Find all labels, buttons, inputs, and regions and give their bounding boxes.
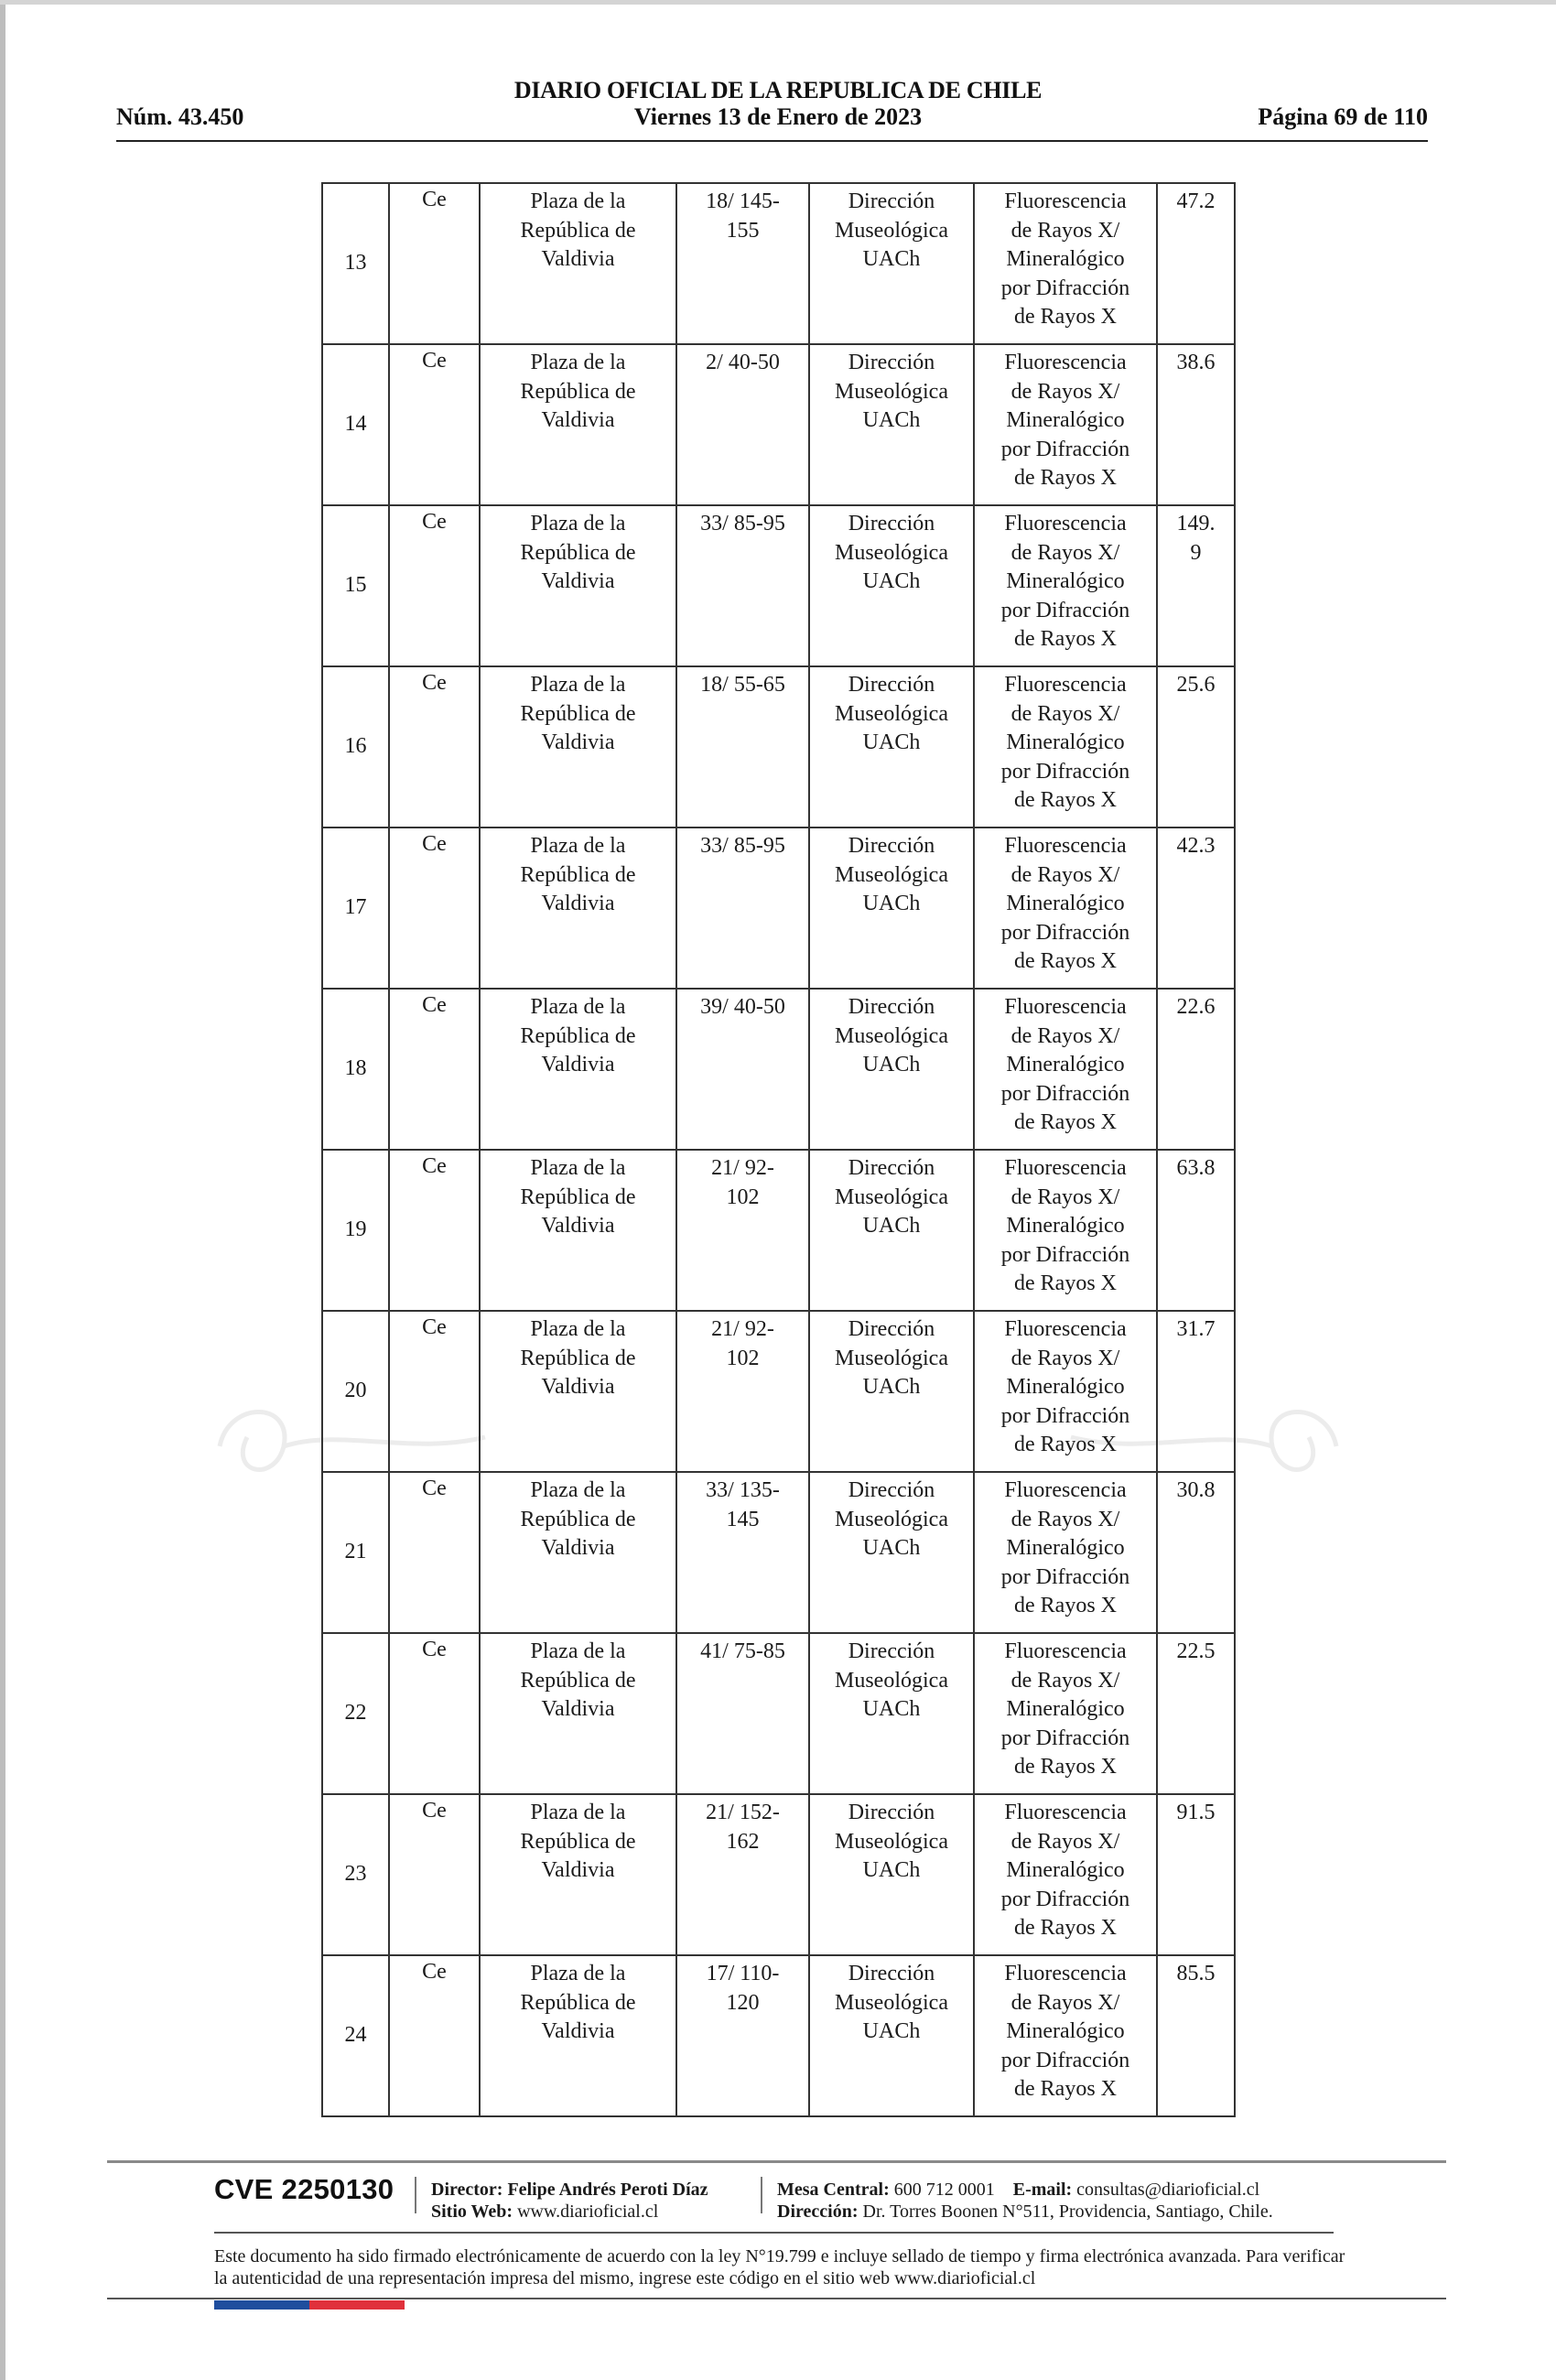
reference-cell: 18/ 145- 155 [677, 184, 810, 345]
table-row [323, 1151, 1236, 1312]
director-label: Director: [431, 2180, 503, 2200]
place-cell: Plaza de la República de Valdivia [481, 1956, 677, 2117]
analysis-cell: Fluorescencia de Rayos X/ Mineralógico por Difracción de Rayos X [975, 828, 1158, 990]
analysis-cell: Fluorescencia de Rayos X/ Mineralógico por Difracción de Rayos X [975, 1473, 1158, 1634]
reference-cell: 18/ 55-65 [677, 667, 810, 828]
code-cell: Ce [390, 184, 481, 345]
mesa-value: 600 712 0001 [893, 2180, 995, 2200]
row-number: 17 [323, 828, 390, 990]
analysis-cell: Fluorescencia de Rayos X/ Mineralógico por Difracción de Rayos X [975, 1795, 1158, 1956]
holder-cell: Dirección Museológica UACh [810, 1151, 975, 1312]
publication-title: DIARIO OFICIAL DE LA REPUBLICA DE CHILE [513, 77, 1043, 103]
place-cell: Plaza de la República de Valdivia [481, 184, 677, 345]
issue-date: Viernes 13 de Enero de 2023 [633, 103, 923, 130]
row-number: 19 [323, 1151, 390, 1312]
reference-cell: 17/ 110- 120 [677, 1956, 810, 2117]
reference-cell: 2/ 40-50 [677, 345, 810, 506]
reference-cell: 21/ 92- 102 [677, 1312, 810, 1473]
table-row [323, 506, 1236, 667]
code-cell: Ce [390, 828, 481, 990]
website-link[interactable]: www.diarioficial.cl [517, 2202, 659, 2222]
value-cell: 31.7 [1158, 1312, 1236, 1473]
place-cell: Plaza de la República de Valdivia [481, 1473, 677, 1634]
holder-cell: Dirección Museológica UACh [810, 1795, 975, 1956]
code-cell: Ce [390, 506, 481, 667]
analysis-cell: Fluorescencia de Rayos X/ Mineralógico por Difracción de Rayos X [975, 506, 1158, 667]
table-row [323, 667, 1236, 828]
value-cell: 38.6 [1158, 345, 1236, 506]
value-cell: 85.5 [1158, 1956, 1236, 2117]
footer-contact-block [777, 2179, 1273, 2223]
analysis-cell: Fluorescencia de Rayos X/ Mineralógico por Difracción de Rayos X [975, 345, 1158, 506]
holder-cell: Dirección Museológica UACh [810, 1473, 975, 1634]
code-cell: Ce [390, 1795, 481, 1956]
reference-cell: 33/ 85-95 [677, 506, 810, 667]
code-cell: Ce [390, 345, 481, 506]
analysis-cell: Fluorescencia de Rayos X/ Mineralógico por Difracción de Rayos X [975, 184, 1158, 345]
place-cell: Plaza de la República de Valdivia [481, 1312, 677, 1473]
analysis-cell: Fluorescencia de Rayos X/ Mineralógico por Difracción de Rayos X [975, 990, 1158, 1151]
table-row [323, 990, 1236, 1151]
code-cell: Ce [390, 1634, 481, 1795]
table-row [323, 1634, 1236, 1795]
place-cell: Plaza de la República de Valdivia [481, 667, 677, 828]
reference-cell: 33/ 85-95 [677, 828, 810, 990]
reference-cell: 39/ 40-50 [677, 990, 810, 1151]
code-cell: Ce [390, 1312, 481, 1473]
holder-cell: Dirección Museológica UACh [810, 828, 975, 990]
email-link[interactable]: consultas@diarioficial.cl [1076, 2180, 1260, 2200]
reference-cell: 33/ 135- 145 [677, 1473, 810, 1634]
reference-cell: 21/ 92- 102 [677, 1151, 810, 1312]
page-frame-left [0, 0, 5, 2380]
row-number: 13 [323, 184, 390, 345]
row-number: 18 [323, 990, 390, 1151]
footer-separator [761, 2177, 762, 2213]
footer-rule-bottom [107, 2298, 1446, 2299]
code-cell: Ce [390, 1151, 481, 1312]
reference-cell: 21/ 152- 162 [677, 1795, 810, 1956]
value-cell: 91.5 [1158, 1795, 1236, 1956]
place-cell: Plaza de la República de Valdivia [481, 828, 677, 990]
page-indicator: Página 69 de 110 [1258, 103, 1428, 130]
row-number: 20 [323, 1312, 390, 1473]
holder-cell: Dirección Museológica UACh [810, 667, 975, 828]
table-row [323, 1312, 1236, 1473]
place-cell: Plaza de la República de Valdivia [481, 1795, 677, 1956]
analysis-cell: Fluorescencia de Rayos X/ Mineralógico por Difracción de Rayos X [975, 1956, 1158, 2117]
holder-cell: Dirección Museológica UACh [810, 506, 975, 667]
place-cell: Plaza de la República de Valdivia [481, 1634, 677, 1795]
footer-separator [415, 2177, 416, 2213]
director-value: Felipe Andrés Peroti Díaz [507, 2180, 708, 2200]
place-cell: Plaza de la República de Valdivia [481, 506, 677, 667]
holder-cell: Dirección Museológica UACh [810, 184, 975, 345]
value-cell: 63.8 [1158, 1151, 1236, 1312]
row-number: 14 [323, 345, 390, 506]
place-cell: Plaza de la República de Valdivia [481, 990, 677, 1151]
place-cell: Plaza de la República de Valdivia [481, 1151, 677, 1312]
holder-cell: Dirección Museológica UACh [810, 345, 975, 506]
row-number: 21 [323, 1473, 390, 1634]
value-cell: 25.6 [1158, 667, 1236, 828]
row-number: 22 [323, 1634, 390, 1795]
email-label: E-mail: [1012, 2180, 1073, 2200]
value-cell: 30.8 [1158, 1473, 1236, 1634]
value-cell: 42.3 [1158, 828, 1236, 990]
code-cell: Ce [390, 990, 481, 1151]
flag-stripe-red [309, 2300, 405, 2310]
holder-cell: Dirección Museológica UACh [810, 1956, 975, 2117]
analysis-cell: Fluorescencia de Rayos X/ Mineralógico por Difracción de Rayos X [975, 667, 1158, 828]
row-number: 23 [323, 1795, 390, 1956]
flag-stripe-blue [214, 2300, 309, 2310]
code-cell: Ce [390, 667, 481, 828]
header-rule [116, 140, 1428, 142]
reference-cell: 41/ 75-85 [677, 1634, 810, 1795]
code-cell: Ce [390, 1956, 481, 2117]
holder-cell: Dirección Museológica UACh [810, 1312, 975, 1473]
value-cell: 22.5 [1158, 1634, 1236, 1795]
website-label: Sitio Web: [431, 2202, 513, 2222]
row-number: 16 [323, 667, 390, 828]
footer-rule-top [107, 2160, 1446, 2163]
page-frame-top [0, 0, 1556, 5]
analysis-cell: Fluorescencia de Rayos X/ Mineralógico por Difracción de Rayos X [975, 1634, 1158, 1795]
issue-number: Núm. 43.450 [116, 103, 244, 130]
analysis-cell: Fluorescencia de Rayos X/ Mineralógico por Difracción de Rayos X [975, 1312, 1158, 1473]
footer-rule-middle [214, 2232, 1334, 2234]
footer-director-block [431, 2179, 708, 2223]
data-table [321, 182, 1236, 2117]
holder-cell: Dirección Museológica UACh [810, 990, 975, 1151]
place-cell: Plaza de la República de Valdivia [481, 345, 677, 506]
code-cell: Ce [390, 1473, 481, 1634]
row-number: 24 [323, 1956, 390, 2117]
table-row [323, 184, 1236, 345]
value-cell: 22.6 [1158, 990, 1236, 1151]
table-row [323, 1473, 1236, 1634]
value-cell: 149. 9 [1158, 506, 1236, 667]
signature-notice: Este documento ha sido firmado electrónicamente de acuerdo con la ley N°19.799 e incluye sellado de tiempo y firma electrónica avanzada. Para verificar la autenticidad de una representación impresa del mismo, ingrese este código en el sitio web www.diarioficial.cl [214, 2246, 1345, 2288]
holder-cell: Dirección Museológica UACh [810, 1634, 975, 1795]
value-cell: 47.2 [1158, 184, 1236, 345]
analysis-cell: Fluorescencia de Rayos X/ Mineralógico por Difracción de Rayos X [975, 1151, 1158, 1312]
address-value: Dr. Torres Boonen N°511, Providencia, Santiago, Chile. [862, 2202, 1273, 2222]
cve-code: CVE 2250130 [214, 2173, 394, 2205]
table-row [323, 828, 1236, 990]
table-row [323, 1795, 1236, 1956]
row-number: 15 [323, 506, 390, 667]
table-row [323, 345, 1236, 506]
table-row [323, 1956, 1236, 2117]
address-label: Dirección: [777, 2202, 859, 2222]
mesa-label: Mesa Central: [777, 2180, 890, 2200]
